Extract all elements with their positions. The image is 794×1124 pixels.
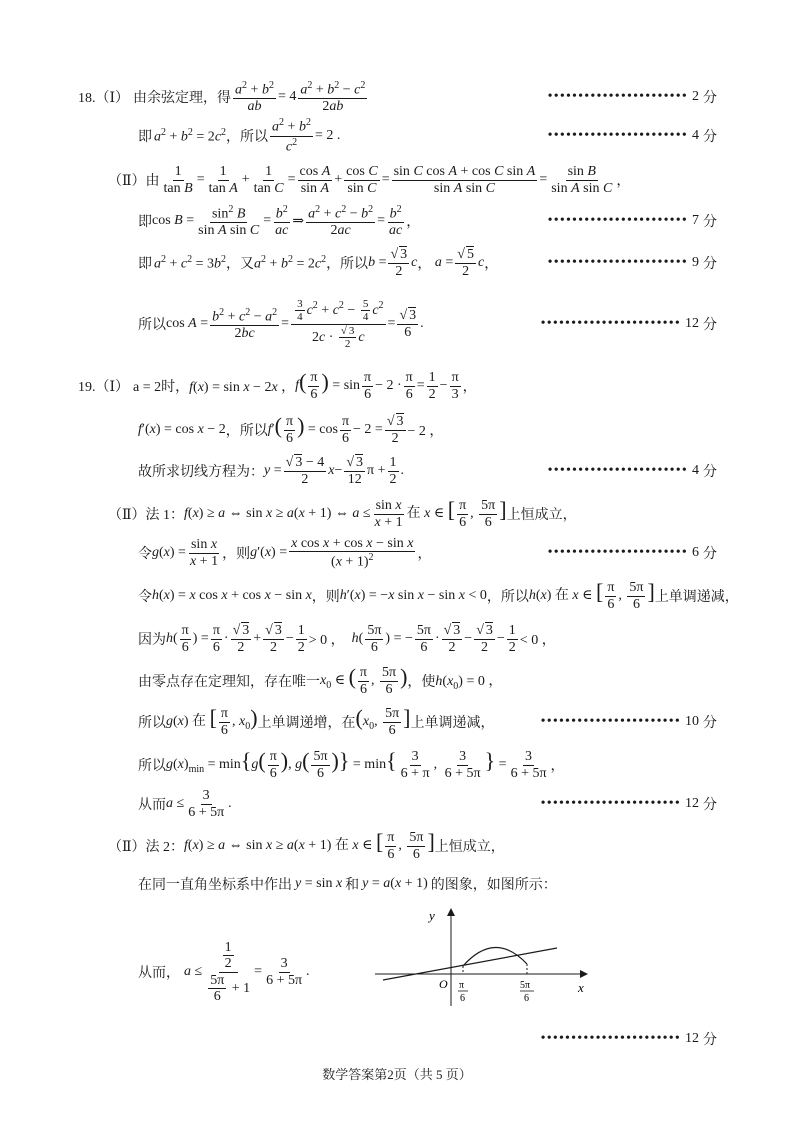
q18-part2-line1: （Ⅱ）由 $\frac{1}{\text{tan B}}$ = $\frac{1}{\text{tan A}}$ + $\frac{1}{\text{tan C}}$ = $\frac{\text{cos A}}{\text{sin A}}$ + $\frac{\text{cos C}}{\text{sin C}}$ = $\frac{\text{sin C cos A + cos C sin A}}{\text{sin A sin C}}$ = $\frac{\text{sin B}}{\text{sin A sin C}}$ ， — [108, 164, 631, 196]
line-a-x-plus-1 — [383, 948, 557, 980]
x-axis-label: x — [578, 980, 584, 995]
q19-method1-line2: 令 g(x) = $\frac{\text{sin x}}{x + 1}$ ，则 g′(x) = $\frac{\text{x cos x + cos x − sin x}}{(x + 1)^2}$ ， ••••••••••••••••••••••• 6 分 — [0, 533, 794, 573]
tick-5pi-6-num: 5π — [520, 980, 531, 991]
tick-pi-6-num: π — [459, 980, 465, 991]
q19-method1-line3: 令 h(x) = x cos x + cos x − sin x ，则 h′(x) = −x sin x − sin x < 0 ，所以 h(x) 在 x ∈ [ $\frac{\pi}{6}$ , $\frac{5\pi}{6}$ ] 上单调递减， — [138, 579, 739, 612]
q19-part1-line1: 19.（Ⅰ） a = 2时， f(x) = sin x − 2x ， f( $\frac{\pi}{6}$ ) = sin $\frac{\pi}{6}$ − 2 · $\frac{\pi}{6}$ = $\frac{1}{2}$ − $\frac{\pi}{3}$ ， — [78, 369, 477, 402]
q19-number: 19.（Ⅰ） — [78, 380, 130, 395]
q19-part1-line3: 故所求切线方程为： y = $\frac{√ 3 - 4}{2}$ x − $\frac{√ 3}{12}$ π + $\frac{1}{2}$ . ••••••••••••••••••••••• 4 分 — [0, 451, 794, 491]
q19-method1-line7: 所以 $g(x)_{min} = \min\{g$( $\frac{\pi}{6}$ ), g( $\frac{5\pi}{6}$ )} = min{ $\frac{3}{6 + \pi}$ , $\frac{3}{6 + 5\pi}$ } = $\frac{3}{6 + 5\pi}$ ， — [138, 748, 565, 781]
q18-score-9: ••••••••••••••••••••••• 9 分 — [547, 255, 717, 272]
q19-method1-line6: 所以 g(x) 在 [ $\frac{\pi}{6}$ , $x_0$) 上单调递增，在 ($x_0$, $\frac{5\pi}{6}$ ] 上单调递减， ••••••••••••••••••••••• 10 分 — [0, 702, 794, 742]
q18-p1-label: 由余弦定理，得 — [133, 91, 232, 106]
q18-part1: 18.（Ⅰ） 由余弦定理，得 $\frac{a^2 + b^2}{ab}$ = 4 $\frac{a^2 + b^2 - c^2}{2ab}$ ••••••••••••••••••••••• 2 分 — [0, 77, 794, 117]
q19-method1-line1: （Ⅱ）法 1： f(x) ≥ a ⇔ sin x ≥ a(x + 1) ⇔ a ≤ $\frac{\text{sin x}}{x + 1}$ 在 x ∈ [ $\frac{\pi}{6}$ , $\frac{5\pi}{6}$ ] 上恒成立， — [108, 497, 577, 530]
q18-score-12: ••••••••••••••••••••••• 12 分 — [540, 316, 717, 333]
q19-method2-score — [0, 1019, 794, 1059]
x-axis-arrow — [580, 970, 588, 978]
sine-line-graph — [375, 908, 590, 1008]
q19-score-12a: ••••••••••••••••••••••• 12 分 — [540, 796, 717, 813]
q18-part2-line2: 即 cos B = $\frac{\sin^2 B}{\text{sin A sin C}}$ = $\frac{b^2}{ac}$ ⇒ $\frac{a^2 + c^2 - b^2}{2ac}$ = $\frac{b^2}{ac}$ ， ••••••••••••••••••••••• 7 分 — [0, 201, 794, 241]
q19-method1-line5: 由零点存在定理知，存在唯一 $x_0$ ∈ ( $\frac{\pi}{6}$ , $\frac{5\pi}{6}$ ) ，使 $h(x_0) = 0$ ， — [138, 664, 503, 697]
q19-score-10: ••••••••••••••••••••••• 10 分 — [540, 714, 717, 731]
y-axis-label: y — [429, 908, 435, 923]
tick-5pi-6-den: 6 — [524, 993, 529, 1004]
page-footer: 数学答案第2页（共 5 页） — [322, 1067, 472, 1082]
q19-score-12b: ••••••••••••••••••••••• 12 分 — [540, 1031, 717, 1048]
q18-score-4: ••••••••••••••••••••••• 4 分 — [547, 128, 717, 145]
q18-part2-line3: 即 $a^2 + c^2 = 3b^2$ ，又 $a^2 + b^2 = 2c^2$ ，所以 b = $\frac{√ 3}{2}$ c ， a = $\frac{√ 5}{2}$ c ， ••••••••••••••••••••••• 9 分 — [0, 243, 794, 283]
q18-part1-line2: 即 $a^2 + b^2 = 2c^2$ ，所以 $\frac{a^2 + b^2}{c^2}$ = 2 . ••••••••••••••••••••••• 4 分 — [138, 117, 717, 155]
q19-method1-line4: 因为 h( $\frac{\pi}{6}$ ) = $\frac{\pi}{6}$ · $\frac{√ 3}{2}$ + $\frac{√ 3}{2}$ − $\frac{1}{2}$ > 0 ， h( $\frac{5\pi}{6}$ ) = − $\frac{5\pi}{6}$ · $\frac{√ 3}{2}$ − $\frac{√ 3}{2}$ − $\frac{1}{2}$ < 0 ， — [138, 623, 556, 655]
q18-score-7: ••••••••••••••••••••••• 7 分 — [547, 213, 717, 230]
q19-method1-line8: 从而 a ≤ $\frac{3}{6 + 5\pi}$ . ••••••••••••••••••••••• 12 分 — [0, 784, 794, 824]
q18-number: 18.（Ⅰ） — [78, 91, 130, 106]
q19-method2-line1: （Ⅱ）法 2： f(x) ≥ a ⇔ sin x ≥ a(x + 1) 在 x ∈ [ $\frac{\pi}{6}$ , $\frac{5\pi}{6}$ ] 上恒成立， — [108, 829, 505, 862]
q19-method2-line3: 从而， a ≤ $\frac{1}{2}$ $\frac{5\pi}{6}$ + 1 = $\frac{3}{6 + 5\pi}$ . — [138, 939, 310, 1004]
q19-part1-line2: f′(x) = cos x − 2 ，所以 f′( $\frac{\pi}{6}$ ) = cos $\frac{\pi}{6}$ − 2 = $\frac{√ 3}{2}$ − 2 ， — [138, 413, 444, 446]
tick-pi-6-den: 6 — [460, 993, 465, 1004]
origin-label: O — [439, 977, 448, 991]
q19-score-6: ••••••••••••••••••••••• 6 分 — [547, 545, 717, 562]
q19-method2-line2: 在同一直角坐标系中作出 y = sin x 和 y = a(x + 1) 的图象，如图所示： — [138, 876, 557, 893]
y-axis-arrow — [447, 908, 455, 916]
q19-score-4: ••••••••••••••••••••••• 4 分 — [547, 463, 717, 480]
q18-part2-line4: 所以 cos A = $\frac{b^2 + c^2 - a^2}{2bc}$ = $\frac{3}{4}$ $c^2 + c^2$ − $\frac{5}{4}$ $c^2$ 2c · $\frac{√ 3}{2}$ c = $\frac{√ 3}{6}$ . ••••••••••••••••••••••• 12 分 — [0, 296, 794, 352]
q18-score-2: ••••••••••••••••••••••• 2 分 — [547, 89, 717, 106]
